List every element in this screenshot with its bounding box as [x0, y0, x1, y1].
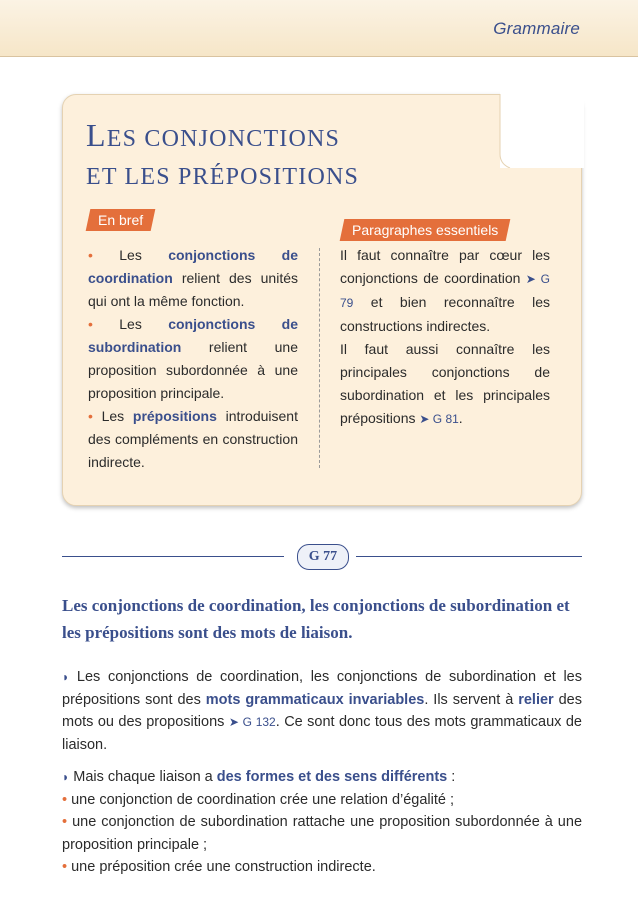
list-item [62, 856, 582, 879]
item-keyword: conjonctions de subordination [88, 316, 299, 355]
body-paragraph-2 [62, 766, 582, 879]
list-item-text: une conjonction de coordination crée une relation d’égalité ; [71, 791, 455, 808]
body-keyword: relier [518, 691, 554, 708]
list-item [62, 789, 582, 812]
body-text: Les conjonctions de coordination, les conjonctions de subordination et les prépositions sont des [62, 669, 582, 708]
body-text: . Ce sont donc tous des mots grammaticaux de liaison. [62, 714, 582, 753]
item-text: Les [101, 408, 133, 424]
column-divider [319, 248, 320, 468]
paragraph-note [340, 338, 550, 431]
en-bref-label [86, 209, 156, 231]
body-text: . Ils servent à [424, 691, 519, 708]
item-text: relient une proposition subordonnée à une proposition principale. [88, 339, 298, 401]
ref-link[interactable]: G 79 [340, 272, 551, 310]
note-text: Il faut connaître par cœur les conjonctions de coordination [340, 247, 550, 286]
bullet-icon: • [62, 814, 68, 830]
arrow-icon: ➤ [228, 715, 243, 729]
item-text: Les [119, 316, 169, 332]
section-tag: Grammaire [493, 19, 580, 38]
body-keyword: mots grammaticaux invariables [205, 691, 425, 708]
item-text: relient des unités qui ont la même fonction. [88, 270, 298, 309]
body-text: des mots ou des propositions [62, 691, 582, 730]
en-bref-column [88, 244, 298, 474]
body-paragraph-1 [62, 666, 582, 756]
card-title [86, 116, 359, 196]
ref-link[interactable]: G 81 [432, 412, 459, 426]
header-rule [0, 56, 638, 57]
arrow-icon: ➤ [525, 272, 541, 286]
item-keyword: prépositions [132, 408, 217, 424]
bullet-icon: • [88, 247, 93, 263]
bullet-icon: • [88, 316, 93, 332]
list-item [62, 811, 582, 856]
title-initial: L [86, 117, 107, 153]
body-keyword: des formes et des sens différents [216, 769, 448, 785]
paragraphes-column [340, 244, 550, 431]
bullet-icon: • [62, 791, 68, 808]
paragraphes-label [340, 219, 511, 241]
body-text: : [447, 769, 456, 785]
lead-statement: Les conjonctions de coordination, les conjonctions de subordination et les prépositions sont des mots de liaison. [62, 596, 570, 642]
list-item-text: une conjonction de subordination rattache une proposition subordonnée à une proposition principale ; [62, 814, 583, 853]
title-line1: ES CONJONCTIONS [106, 126, 341, 152]
body-line [62, 766, 582, 789]
body-text: Mais chaque liaison a [73, 769, 217, 785]
item-text: Les [119, 247, 169, 263]
en-bref-item [88, 405, 298, 474]
en-bref-item [88, 313, 298, 405]
summary-card-content [62, 94, 580, 504]
list-item-text: une préposition crée une construction indirecte. [71, 859, 376, 875]
en-bref-text: En bref [98, 212, 144, 228]
paragraph-note [340, 244, 550, 338]
section-rule-left [62, 556, 284, 557]
note-text: Il faut aussi connaître les principales conjonctions de subordination et les principales prépositions [340, 341, 550, 426]
ref-link[interactable]: G 132 [242, 715, 276, 729]
section-rule-right [356, 556, 582, 557]
paragraphes-text: Paragraphes essentiels [352, 222, 499, 238]
section-badge: G 77 [297, 544, 349, 570]
bullet-icon: • [88, 408, 93, 424]
title-line2: ET LES PRÉPOSITIONS [86, 164, 360, 190]
bullet-icon: • [62, 859, 68, 875]
en-bref-item [88, 244, 298, 313]
triangle-bullet-icon: ◗ [62, 670, 70, 684]
note-text: . [458, 410, 463, 426]
triangle-bullet-icon: ◗ [62, 770, 70, 784]
item-text: introduisent des compléments en construction indirecte. [88, 408, 298, 470]
note-text: et bien reconnaître les constructions indirectes. [340, 294, 550, 334]
item-keyword: conjonctions de coordination [88, 247, 299, 286]
arrow-icon: ➤ [419, 412, 433, 426]
